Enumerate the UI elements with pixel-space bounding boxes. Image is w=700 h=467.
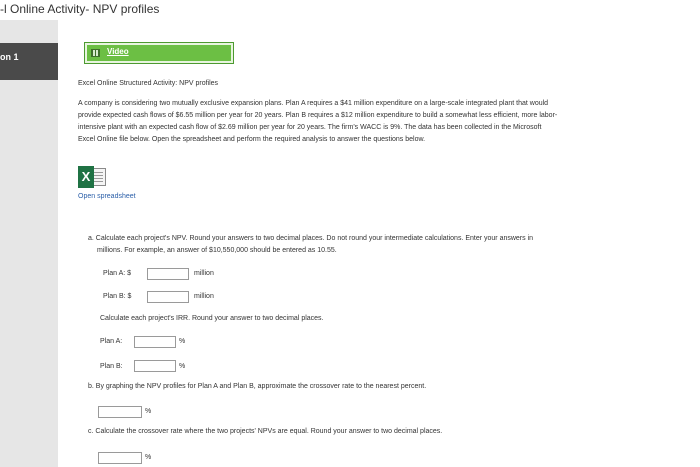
intro-line: provide expected cash flows of $6.55 million per year for 20 years. Plan B requires a $12 million expenditure to build a somewhat less efficient, more labor-: [78, 112, 558, 119]
excel-logo: X: [78, 166, 94, 188]
crossover-rate-input[interactable]: [98, 452, 142, 464]
irr-prompt: Calculate each project's IRR. Round your answer to two decimal places.: [100, 315, 324, 322]
film-icon: [91, 49, 100, 57]
part-b-prompt: b. By graphing the NPV profiles for Plan A and Plan B, approximate the crossover rate to the nearest percent.: [88, 383, 427, 390]
sidebar: [0, 20, 58, 467]
open-spreadsheet-link[interactable]: Open spreadsheet: [78, 193, 136, 200]
npv-plan-a-label: Plan A: $: [103, 270, 132, 277]
irr-plan-a-input[interactable]: [134, 336, 176, 348]
irr-plan-a-label: Plan A:: [100, 338, 123, 345]
crossover-approx-input[interactable]: [98, 406, 142, 418]
intro-line: intensive plant with an expected cash flow of $2.69 million per year for 20 years. The firm's WACC is 9%. The data has been collected in the Microsoft: [78, 124, 542, 131]
problem-statement: [78, 98, 690, 146]
sidebar-tab-active[interactable]: [0, 43, 58, 80]
part-a-prompt: [88, 233, 690, 257]
intro-line: A company is considering two mutually exclusive expansion plans. Plan A requires a $41 million expenditure on a large-scale integrated plant that would: [78, 100, 549, 107]
irr-plan-b-input[interactable]: [134, 360, 176, 372]
sidebar-tab-label: on 1: [0, 52, 19, 62]
window-title: -l Online Activity- NPV profiles: [0, 2, 160, 16]
npv-plan-b-unit: million: [194, 293, 214, 300]
npv-plan-a-unit: million: [194, 270, 214, 277]
irr-plan-b-unit: %: [179, 363, 186, 370]
part-a-prompt-line: millions. For example, an answer of $10,550,000 should be entered as 10.55.: [97, 247, 337, 254]
irr-plan-b-label: Plan B:: [100, 363, 123, 370]
excel-icon[interactable]: [78, 166, 106, 188]
crossover-rate-unit: %: [145, 454, 152, 461]
npv-plan-b-label: Plan B: $: [103, 293, 132, 300]
video-button[interactable]: [84, 42, 234, 64]
question-panel: [58, 20, 700, 467]
irr-plan-a-unit: %: [179, 338, 186, 345]
part-a-prompt-line: a. Calculate each project's NPV. Round your answers to two decimal places. Do not round your intermediate calculations. Enter your answers in: [88, 235, 534, 242]
crossover-approx-unit: %: [145, 408, 152, 415]
intro-line: Excel Online file below. Open the spreadsheet and perform the required analysis to answer the questions below.: [78, 136, 426, 143]
npv-plan-b-input[interactable]: [147, 291, 189, 303]
npv-plan-a-input[interactable]: [147, 268, 189, 280]
activity-heading: Excel Online Structured Activity: NPV profiles: [78, 80, 219, 87]
video-button-label: Video: [107, 47, 129, 56]
title-bar: [0, 0, 700, 20]
part-c-prompt: c. Calculate the crossover rate where the two projects' NPVs are equal. Round your answer to two decimal places.: [88, 428, 443, 435]
